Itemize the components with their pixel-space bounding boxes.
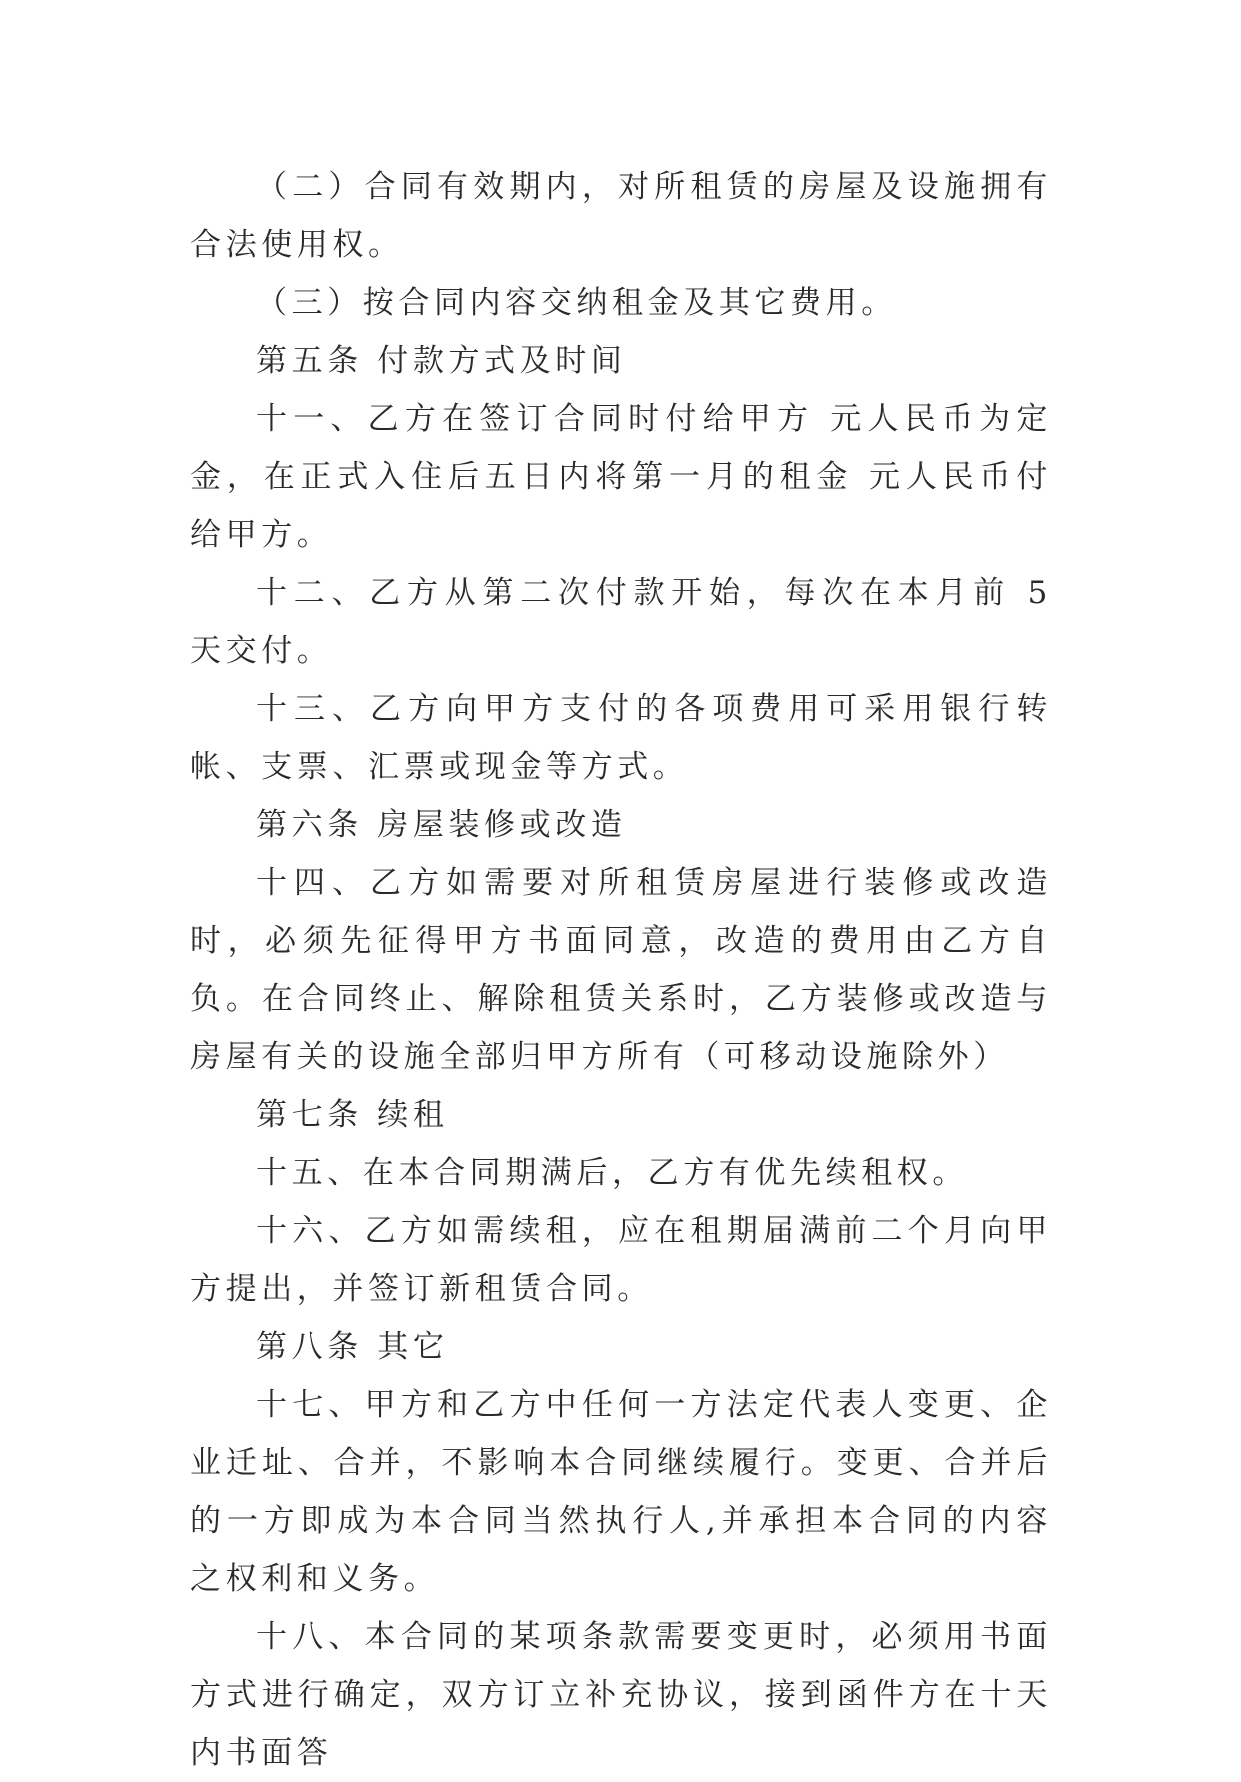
article-8-heading: 第八条 其它: [256, 1329, 449, 1365]
paragraph-item-15: 十五、在本合同期满后，乙方有优先续租权。: [256, 1155, 968, 1191]
paragraph-item-14: 十四、乙方如需要对所租赁房屋进行装修或改造时，必须先征得甲方书面同意，改造的费用由乙方自负。在合同终止、解除租赁关系时，乙方装修或改造与房屋有关的设施全部归甲方所有（可移动设施除外）: [190, 865, 1052, 1075]
paragraph-item-17: 十七、甲方和乙方中任何一方法定代表人变更、企业迁址、合并，不影响本合同继续履行。变更、合并后的一方即成为本合同当然执行人,并承担本合同的内容之权利和义务。: [190, 1387, 1052, 1597]
article-6-heading: 第六条 房屋装修或改造: [256, 807, 627, 843]
article-5-heading: 第五条 付款方式及时间: [256, 343, 627, 379]
paragraph-clause-3: （三）按合同内容交纳租金及其它费用。: [256, 285, 897, 321]
paragraph-item-13: 十三、乙方向甲方支付的各项费用可采用银行转帐、支票、汇票或现金等方式。: [190, 691, 1052, 785]
paragraph-item-11: 十一、乙方在签订合同时付给甲方 元人民币为定金，在正式入住后五日内将第一月的租金 元人民币付给甲方。: [190, 401, 1052, 553]
paragraph-item-18: 十八、本合同的某项条款需要变更时，必须用书面方式进行确定，双方订立补充协议，接到函件方在十天内书面答: [190, 1619, 1052, 1771]
article-7-heading: 第七条 续租: [256, 1097, 449, 1133]
paragraph-item-12: 十二、乙方从第二次付款开始，每次在本月前 5 天交付。: [190, 575, 1052, 669]
paragraph-item-16: 十六、乙方如需续租，应在租期届满前二个月向甲方提出，并签订新租赁合同。: [190, 1213, 1052, 1307]
paragraph-clause-2: （二）合同有效期内，对所租赁的房屋及设施拥有合法使用权。: [190, 169, 1052, 263]
document-body: [190, 158, 1052, 1782]
